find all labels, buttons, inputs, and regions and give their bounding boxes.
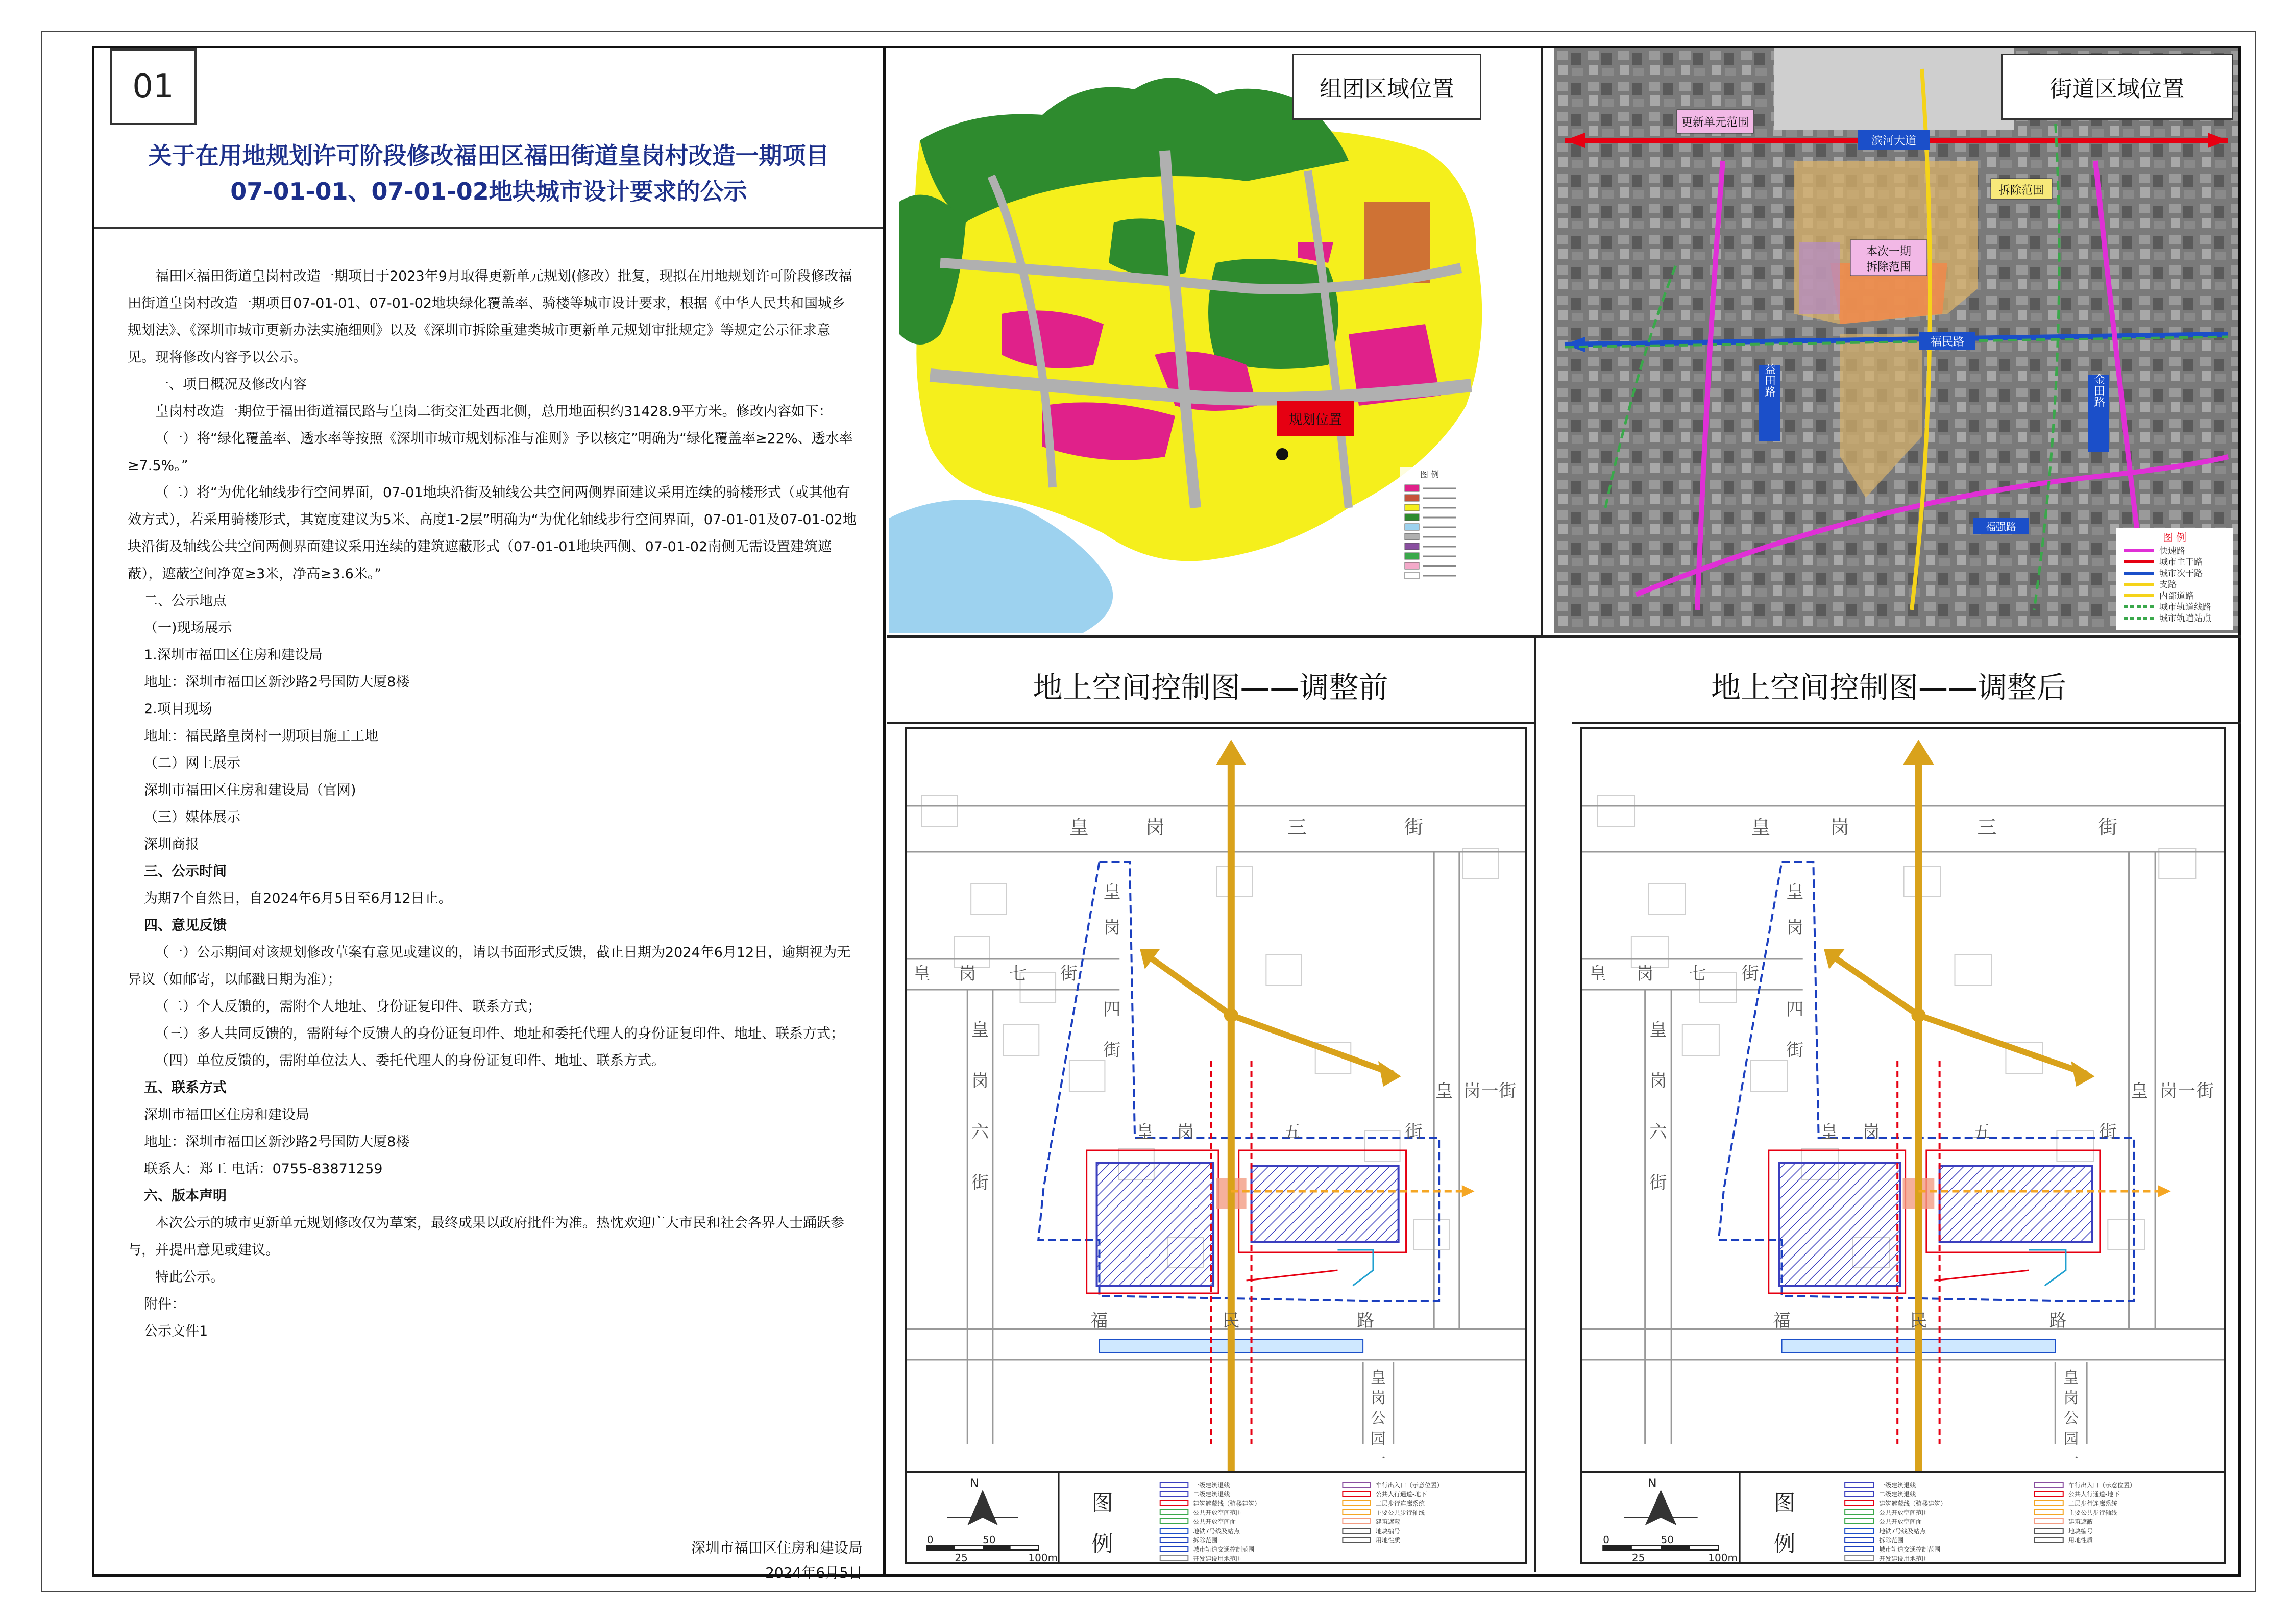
plan-legend-item: 二级建筑退线 <box>1879 1491 1916 1498</box>
street-hg7: 皇 <box>1589 964 1606 984</box>
street-hg3: 岗 <box>1145 816 1165 839</box>
street-hg7: 岗 <box>1636 964 1654 984</box>
notice-paragraph: 深圳商报 <box>144 836 199 852</box>
jintian-road-tag: 金田路 <box>2092 374 2105 407</box>
plan-legend-item: 车行出入口（示意位置） <box>1375 1482 1443 1489</box>
scale-label: 50 <box>1661 1534 1674 1546</box>
street-legend-item: 城市主干路 <box>2159 557 2203 568</box>
street-location-map <box>1554 48 2238 633</box>
notice-paragraph: （二）将“为优化轴线步行空间界面，07-01地块沿街及轴线公共空间两侧界面建议采用连续的骑楼形式（或其他有效方式），若采用骑楼形式，其宽度建议为5米、高度1-2层”明确为“为优化轴线步行空间界面，07-01-01及07-01-02地块沿街及轴线公共空间两侧界面建议采用连续的建筑遮蔽形式（07-01-01地块西侧、07-01-02南侧无需设置建筑遮蔽），遮蔽空间净宽≥3米，净高≥3.6米。” <box>128 485 857 582</box>
plan-legend-item: 公共人行通道-地下 <box>1375 1491 1427 1498</box>
legend-word-1: 图 <box>1774 1490 1796 1515</box>
street-hg1: 街 <box>2196 1081 2214 1101</box>
legend-word-2: 例 <box>1091 1531 1113 1556</box>
street-hg4: 皇 <box>1786 882 1804 902</box>
update-range-tag: 更新单元范围 <box>1681 116 1749 129</box>
street-hg6: 街 <box>971 1173 989 1193</box>
plan-legend-item: 城市轨道交通控制范围 <box>1879 1546 1941 1553</box>
notice-date: 2024年6月5日 <box>765 1564 863 1581</box>
scale-label: 50 <box>983 1534 996 1546</box>
scale-label: 0 <box>926 1534 934 1546</box>
street-fumin: 路 <box>2049 1311 2067 1331</box>
plan-legend-item: 建筑遮蔽 <box>2068 1518 2093 1525</box>
notice-paragraph: 公示文件1 <box>144 1323 208 1339</box>
notice-text-panel <box>94 48 886 1581</box>
title-block <box>94 125 883 229</box>
street-hg1: 街 <box>1499 1081 1517 1101</box>
fumin-road-tag: 福民路 <box>1930 336 1965 349</box>
plan-before-title: 地上空间控制图——调整前 <box>1033 670 1388 705</box>
binhe-road-tag: 滨河大道 <box>1871 135 1917 147</box>
notice-body <box>128 263 858 1345</box>
plan-after <box>1580 727 2226 1564</box>
street-hg6: 皇 <box>971 1020 989 1040</box>
street-fumin: 福 <box>1773 1311 1791 1331</box>
street-hg7: 七 <box>1009 964 1027 984</box>
plan-before <box>905 727 1527 1564</box>
plan-legend-item: 公共开放空间范围 <box>1193 1509 1242 1516</box>
street-hg3: 街 <box>1404 816 1424 839</box>
notice-paragraph: 地址：福民路皇岗村一期项目施工工地 <box>144 728 378 744</box>
notice-paragraph: （三）媒体展示 <box>144 809 240 825</box>
plan-legend-item: 二层步行连廊系统 <box>2068 1500 2118 1507</box>
plan-legend-item: 城市轨道交通控制范围 <box>1193 1546 1255 1553</box>
plan-legend-item: 地铁7号线及站点 <box>1879 1528 1926 1535</box>
street-hg1: 一 <box>2178 1081 2195 1101</box>
street-hg5: 街 <box>1405 1122 1423 1142</box>
street-park: 园 <box>2063 1430 2079 1448</box>
street-legend-item: 支路 <box>2159 580 2177 590</box>
street-park: 一 <box>2063 1450 2079 1468</box>
cluster-legend-swatch <box>1405 543 1419 550</box>
street-hg4: 四 <box>1103 999 1121 1020</box>
plan_after-drawing <box>1582 729 2224 1564</box>
street-hg3: 街 <box>2098 816 2118 839</box>
notice-paragraph: 联系人：郑工 电话：0755-83871259 <box>144 1161 383 1177</box>
street-hg5: 岗 <box>1862 1122 1880 1142</box>
notice-paragraph: 1.深圳市福田区住房和建设局 <box>144 647 323 663</box>
street-hg5: 五 <box>1973 1122 1991 1142</box>
title-line-2: 07-01-01、07-01-02地块城市设计要求的公示 <box>230 178 747 205</box>
scale-label: 100m <box>1028 1552 1058 1564</box>
street-park: 公 <box>1370 1410 1386 1428</box>
street-hg4: 街 <box>1786 1040 1804 1061</box>
plan-legend-item: 建筑遮蔽 <box>1375 1518 1400 1525</box>
plan-legend-item: 拆除范围 <box>1879 1537 1904 1544</box>
street-hg3: 三 <box>1977 816 1997 839</box>
plan-legend-item: 一级建筑退线 <box>1193 1482 1230 1489</box>
notice-paragraph: （一）将“绿化覆盖率、透水率等按照《深圳市城市规划标准与准则》予以核定”明确为“绿化覆盖率≥22%、透水率≥7.5%。” <box>128 431 853 474</box>
street-hg1: 一 <box>1481 1081 1499 1101</box>
page-title <box>94 125 883 209</box>
street-fumin: 福 <box>1090 1311 1108 1331</box>
street-hg1: 岗 <box>2159 1081 2177 1101</box>
plan_before-drawing <box>907 729 1525 1564</box>
street-hg7: 街 <box>1060 964 1078 984</box>
notice-paragraph: 本次公示的城市更新单元规划修改仅为草案，最终成果以政府批件为准。热忱欢迎广大市民和社会各界人士踊跃参与，并提出意见或建议。 <box>128 1215 844 1258</box>
street-park: 岗 <box>1370 1389 1386 1407</box>
street-fumin: 路 <box>1357 1311 1375 1331</box>
notice-paragraph: （二）个人反馈的，需附个人地址、身份证复印件、联系方式； <box>155 999 541 1015</box>
scale-label: 25 <box>955 1552 968 1564</box>
plan-legend-item: 地块编号 <box>1375 1528 1400 1535</box>
street-hg6: 六 <box>1649 1122 1667 1142</box>
street-hg3: 皇 <box>1069 816 1089 839</box>
street-park: 皇 <box>1370 1369 1386 1387</box>
block-07-01-01 <box>1779 1163 1900 1286</box>
street-park: 皇 <box>2063 1369 2079 1387</box>
demolish-range-tag: 拆除范围 <box>1998 184 2044 197</box>
plan-legend-item: 开发建设用地范围 <box>1879 1555 1929 1562</box>
block-07-01-02 <box>1940 1166 2092 1242</box>
cluster-legend-swatch <box>1405 562 1419 569</box>
notice-paragraph: 为期7个自然日，自2024年6月5日至6月12日止。 <box>144 891 452 906</box>
street-fumin: 民 <box>1222 1311 1240 1331</box>
plan-legend-item: 拆除范围 <box>1193 1537 1218 1544</box>
fuqiang-road-tag: 福强路 <box>1986 521 2016 533</box>
scale-label: 25 <box>1631 1552 1645 1564</box>
street-hg3: 三 <box>1287 816 1307 839</box>
svg-text:拆除范围: 拆除范围 <box>1866 261 1912 274</box>
street-legend-item: 城市次干路 <box>2159 569 2203 579</box>
street-park: 公 <box>2063 1410 2079 1428</box>
street-legend-item: 内部道路 <box>2159 591 2194 601</box>
notice-paragraph: （一)现场展示 <box>144 620 232 636</box>
street-hg4: 岗 <box>1786 918 1804 938</box>
legend-word-1: 图 <box>1091 1490 1113 1515</box>
notice-paragraph: 皇岗村改造一期位于福田街道福民路与皇岗二街交汇处西北侧，总用地面积约31428.9平方米。修改内容如下： <box>155 404 833 420</box>
notice-paragraph: 二、公示地点 <box>144 593 227 609</box>
cluster-legend-swatch <box>1405 524 1419 530</box>
street-hg3: 岗 <box>1829 816 1849 839</box>
plan-legend-item: 一级建筑退线 <box>1879 1482 1916 1489</box>
street-hg5: 皇 <box>1820 1122 1838 1142</box>
street-hg4: 皇 <box>1103 882 1121 902</box>
plan-legend-item: 公共人行通道-地下 <box>2068 1491 2120 1498</box>
street-hg7: 岗 <box>959 964 977 984</box>
plan-legend-item: 地块编号 <box>2068 1528 2093 1535</box>
notice-paragraph: 深圳市福田区住房和建设局（官网) <box>144 782 356 798</box>
cluster-map-graphic <box>889 48 1540 633</box>
street-hg1: 皇 <box>1435 1081 1453 1101</box>
notice-paragraph: （四）单位反馈的，需附单位法人、委托代理人的身份证复印件、地址、联系方式。 <box>155 1053 665 1069</box>
cluster-legend-swatch <box>1405 514 1419 521</box>
street-hg4: 四 <box>1786 999 1804 1020</box>
legend-word-2: 例 <box>1774 1531 1796 1556</box>
notice-paragraph: 五、联系方式 <box>144 1080 227 1096</box>
notice-paragraph: 四、意见反馈 <box>144 918 227 933</box>
plan-legend-item: 建筑遮蔽线（骑楼建筑） <box>1879 1500 1947 1507</box>
plan-legend-item: 二层步行连廊系统 <box>1375 1500 1425 1507</box>
axis-node <box>1224 1008 1238 1022</box>
street-hg7: 皇 <box>913 964 931 984</box>
notice-paragraph: 三、公示时间 <box>144 864 227 879</box>
street-park: 岗 <box>2063 1389 2079 1407</box>
map-divider <box>1541 48 1543 635</box>
notice-paragraph: （一）公示期间对该规划修改草案有意见或建议的，请以书面形式反馈，截止日期为2024年6月12日，逾期视为无异议（如邮寄，以邮戳日期为准）； <box>128 945 851 988</box>
cluster-legend-swatch <box>1405 495 1419 501</box>
block-07-01-01 <box>1097 1163 1213 1286</box>
plan-after-title: 地上空间控制图——调整后 <box>1711 670 2066 705</box>
notice-paragraph: 深圳市福田区住房和建设局 <box>144 1107 309 1123</box>
plan-before-title-rule <box>887 722 1534 724</box>
signature: 深圳市福田区住房和建设局 <box>691 1539 863 1556</box>
street-hg5: 皇 <box>1136 1122 1154 1142</box>
street-map-label: 街道区域位置 <box>2001 54 2233 120</box>
street-legend-item: 城市轨道线路 <box>2159 602 2211 612</box>
plan-legend-item: 车行出入口（示意位置） <box>2068 1482 2136 1489</box>
notice-paragraph: 六、版本声明 <box>144 1188 227 1204</box>
plan-legend-item: 用地性质 <box>2068 1537 2093 1544</box>
plan-legend-item: 主要公共步行轴线 <box>1375 1509 1425 1516</box>
street-legend-title: 图 例 <box>2162 531 2187 544</box>
notice-paragraph: 地址：深圳市福田区新沙路2号国防大厦8楼 <box>144 1134 410 1150</box>
cluster-map-label: 组团区域位置 <box>1292 54 1481 120</box>
plan-legend-item: 公共开放空间面 <box>1193 1518 1236 1525</box>
cluster-legend-title: 图 例 <box>1420 470 1439 479</box>
street-park: 园 <box>1370 1430 1386 1448</box>
street-hg5: 五 <box>1283 1122 1301 1142</box>
notice-paragraph: 福田区福田街道皇岗村改造一期项目于2023年9月取得更新单元规划(修改）批复，现拟在用地规划许可阶段修改福田街道皇岗村改造一期项目07-01-01、07-01-02地块绿化覆盖率、骑楼等城市设计要求，根据《中华人民共和国城乡规划法》、《深圳市城市更新办法实施细则》以及《深圳市拆除重建类城市更新单元规划审批规定》等规定公示征求意见。现将修改内容予以公示。 <box>128 268 852 365</box>
street-hg3: 皇 <box>1751 816 1771 839</box>
street-legend-item: 快速路 <box>2159 546 2185 556</box>
notice-paragraph: 特此公示。 <box>155 1269 224 1285</box>
street-hg6: 皇 <box>1649 1020 1667 1040</box>
plan-legend-item: 二级建筑退线 <box>1193 1491 1230 1498</box>
plan-legend-item: 公共开放空间范围 <box>1879 1509 1929 1516</box>
yitian-road-tag: 益田路 <box>1763 363 1776 397</box>
plan-after-title-rule <box>1572 722 2241 724</box>
notice-paragraph: 地址：深圳市福田区新沙路2号国防大厦8楼 <box>144 674 410 690</box>
street-hg7: 七 <box>1689 964 1706 984</box>
north-label: N <box>970 1476 980 1490</box>
notice-paragraph: （三）多人共同反馈的，需附每个反馈人的身份证复印件、地址和委托代理人的身份证复印件、地址、联系方式； <box>155 1026 844 1042</box>
street-hg6: 街 <box>1649 1173 1667 1193</box>
street-hg1: 岗 <box>1463 1081 1481 1101</box>
plan-legend-item: 建筑遮蔽线（骑楼建筑） <box>1193 1500 1261 1507</box>
street-hg4: 街 <box>1103 1040 1121 1061</box>
street-legend-item: 城市轨道站点 <box>2159 613 2211 624</box>
title-line-1: 关于在用地规划许可阶段修改福田区福田街道皇岗村改造一期项目 <box>148 142 829 169</box>
cluster-location-map <box>889 48 1540 633</box>
scale-label: 100m <box>1708 1552 1738 1564</box>
plans-divider <box>1534 638 1536 1572</box>
axis-node <box>1911 1008 1925 1022</box>
site-location-label: 规划位置 <box>1288 412 1343 428</box>
block-07-01-02 <box>1252 1166 1399 1242</box>
notice-paragraph: 2.项目现场 <box>144 701 212 717</box>
plan-legend-item: 主要公共步行轴线 <box>2068 1509 2118 1516</box>
cluster-legend-swatch <box>1405 553 1419 559</box>
plan-legend-item: 开发建设用地范围 <box>1193 1555 1242 1562</box>
street-hg4: 岗 <box>1103 918 1121 938</box>
street-map-graphic <box>1554 48 2238 633</box>
notice-paragraph: 附件： <box>144 1296 185 1312</box>
street-hg1: 皇 <box>2131 1081 2149 1101</box>
street-hg5: 街 <box>2099 1122 2117 1142</box>
street-fumin: 民 <box>1910 1311 1927 1331</box>
north-label: N <box>1647 1476 1657 1490</box>
street-park: 一 <box>1370 1450 1386 1468</box>
plan-legend-item: 用地性质 <box>1375 1537 1400 1544</box>
notice-paragraph: 一、项目概况及修改内容 <box>155 377 307 392</box>
cluster-legend-swatch <box>1405 485 1419 491</box>
cluster-legend-swatch <box>1405 572 1419 579</box>
plan-legend-item: 地铁7号线及站点 <box>1193 1528 1240 1535</box>
scale-label: 0 <box>1603 1534 1609 1546</box>
notice-paragraph: （二）网上展示 <box>144 755 240 771</box>
upper-lower-divider <box>887 635 2241 638</box>
street-hg7: 街 <box>1741 964 1759 984</box>
phase1-range-tag: 本次一期 <box>1866 245 1912 258</box>
street-hg5: 岗 <box>1177 1122 1194 1142</box>
street-hg6: 岗 <box>1649 1071 1667 1091</box>
street-hg6: 六 <box>971 1122 989 1142</box>
plan-legend-item: 公共开放空间面 <box>1879 1518 1922 1525</box>
street-hg6: 岗 <box>971 1071 989 1091</box>
cluster-legend-swatch <box>1405 533 1419 540</box>
cluster-legend-swatch <box>1405 504 1419 511</box>
panel-number: 01 <box>110 48 197 125</box>
